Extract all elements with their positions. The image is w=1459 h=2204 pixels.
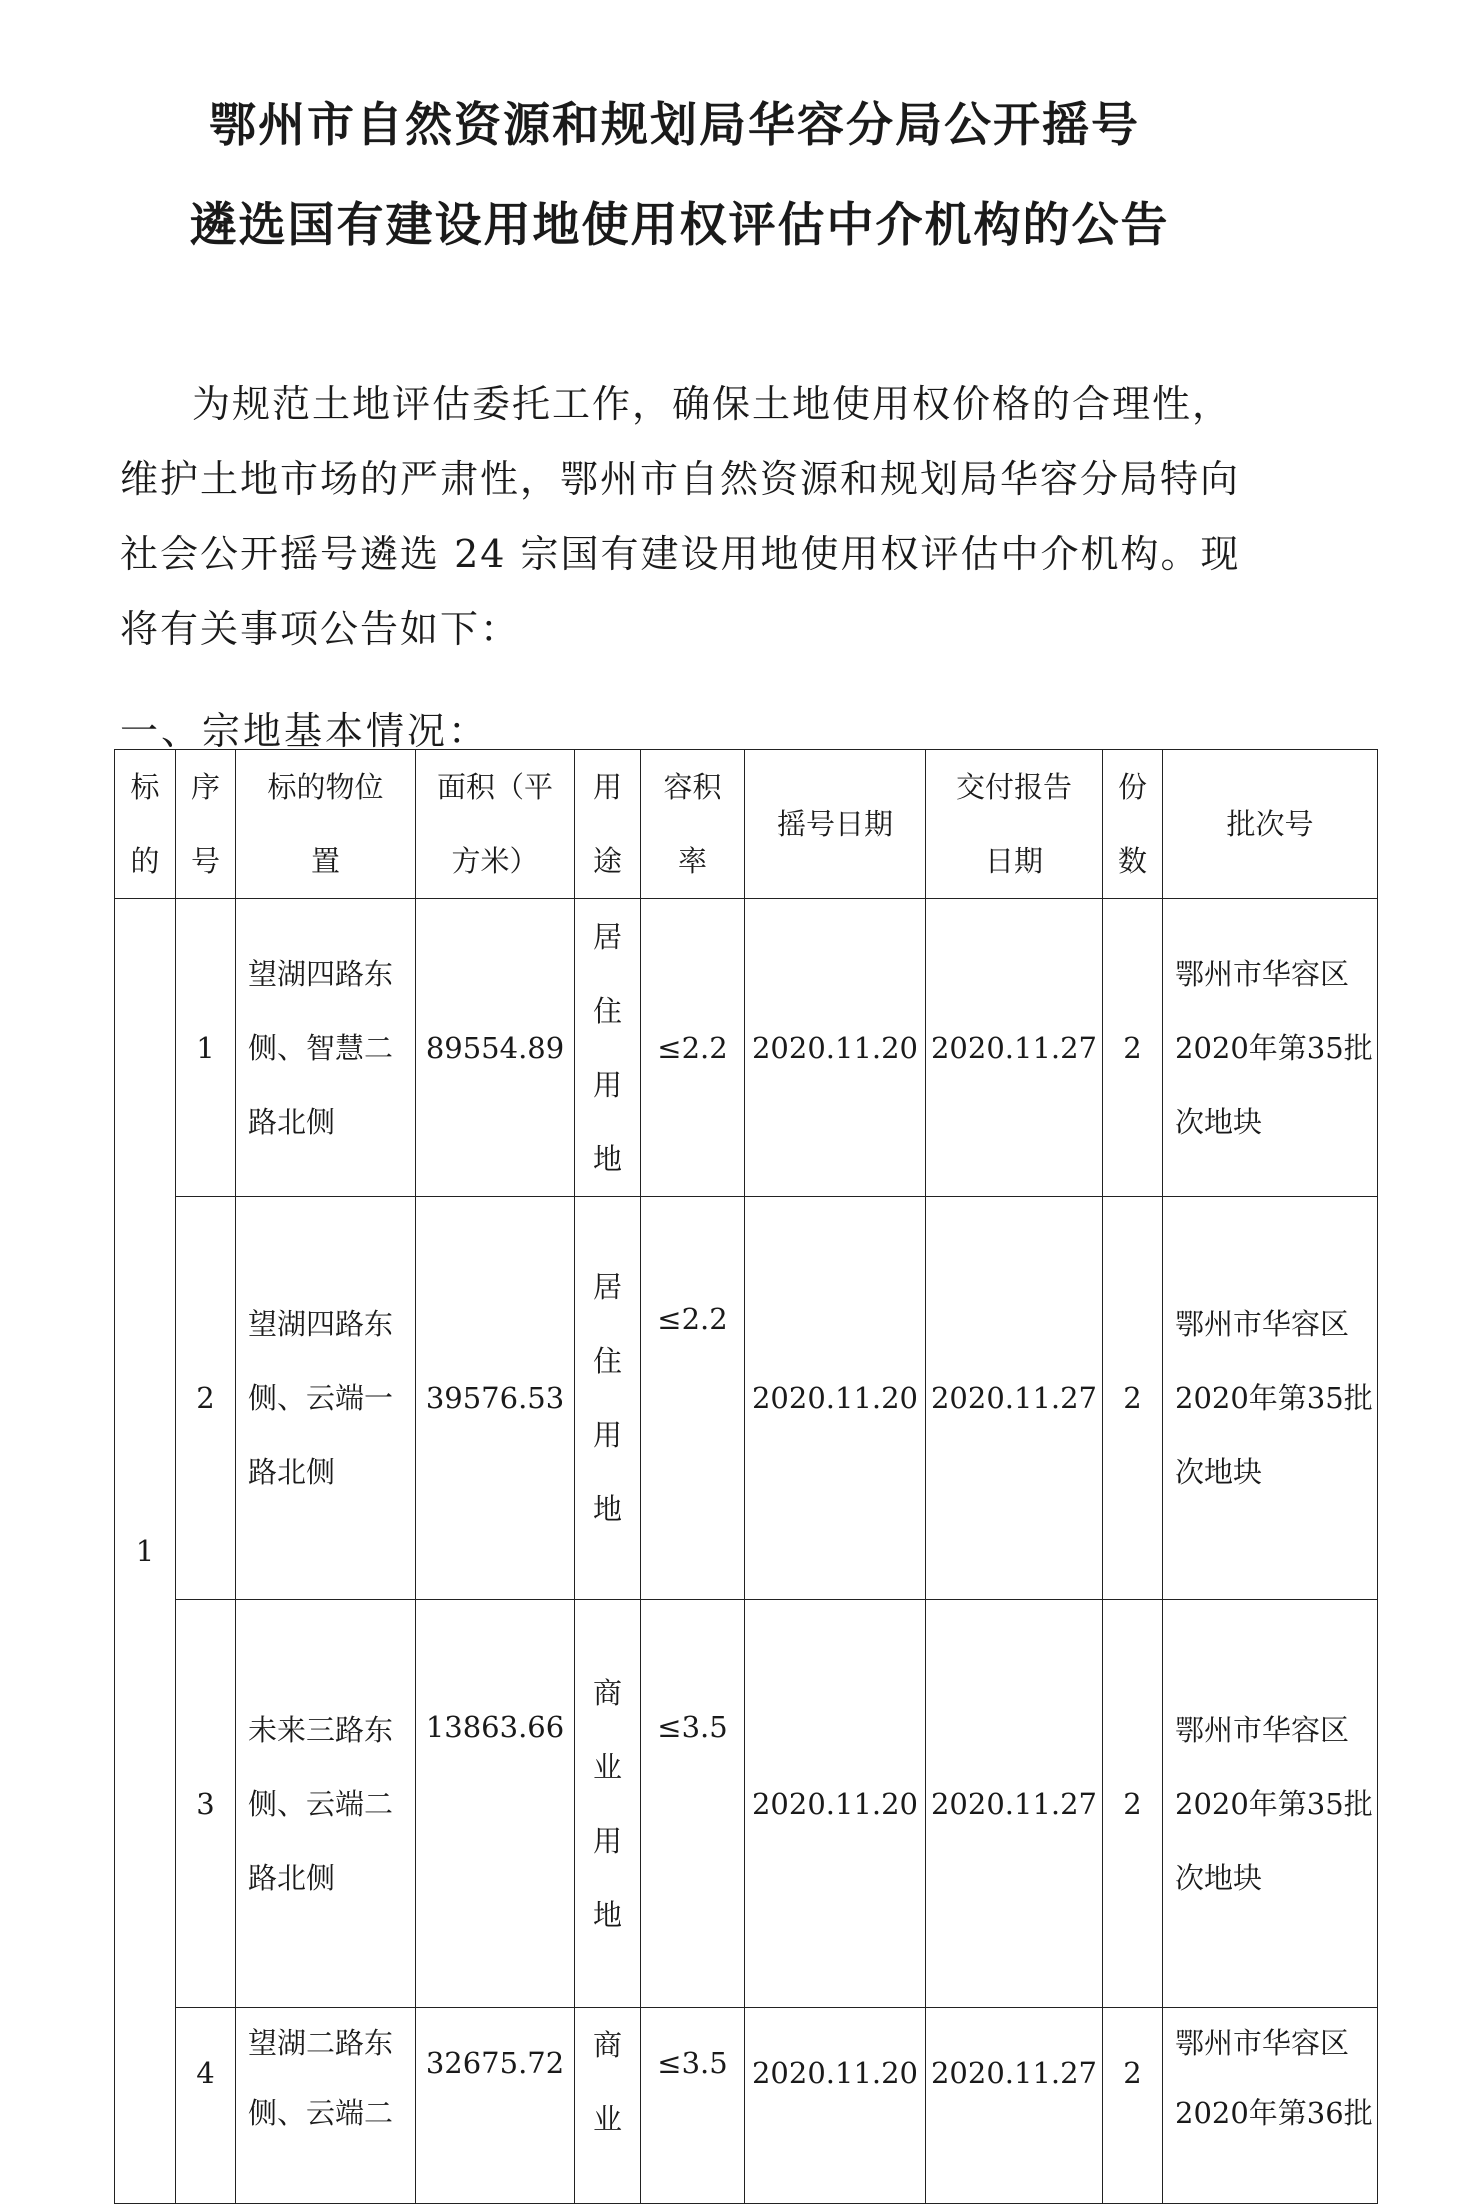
report-date-cell: 2020.11.27	[926, 2008, 1103, 2204]
table-header-row	[115, 750, 1378, 899]
copies-cell: 2	[1103, 899, 1163, 1197]
intro-line-2: 维护土地市场的严肃性，鄂州市自然资源和规划局华容分局特向	[120, 457, 1241, 501]
report-date-cell: 2020.11.27	[926, 899, 1103, 1197]
table-row	[115, 1600, 1378, 2008]
table-row	[115, 1197, 1378, 1600]
header-report-date: 交付报告 日期	[926, 750, 1103, 899]
far-cell: ≤3.5	[641, 1600, 745, 2008]
copies-cell: 2	[1103, 2008, 1163, 2204]
batch-cell: 鄂州市华容区 2020年第36批	[1163, 2008, 1378, 2204]
table-row	[115, 2008, 1378, 2204]
header-area: 面积（平 方米）	[416, 750, 575, 899]
location-cell: 望湖二路东 侧、云端二	[236, 2008, 416, 2204]
usage-cell: 居 住 用 地	[575, 1197, 641, 1600]
seq-cell: 3	[176, 1600, 236, 2008]
intro-line-1: 为规范土地评估委托工作，确保土地使用权价格的合理性，	[192, 382, 1233, 426]
report-date-cell: 2020.11.27	[926, 1600, 1103, 2008]
seq-cell: 2	[176, 1197, 236, 1600]
header-location: 标的物位 置	[236, 750, 416, 899]
seq-cell: 1	[176, 899, 236, 1197]
usage-cell: 商 业 用 地	[575, 1600, 641, 2008]
draw-date-cell: 2020.11.20	[745, 2008, 926, 2204]
header-copies: 份 数	[1103, 750, 1163, 899]
header-lot: 标 的	[115, 750, 176, 899]
lot-number: 1	[115, 899, 176, 2204]
header-far: 容积 率	[641, 750, 745, 899]
area-cell: 32675.72	[416, 2008, 575, 2204]
title-line-1: 鄂州市自然资源和规划局华容分局公开摇号	[209, 98, 1140, 153]
header-draw-date: 摇号日期	[745, 750, 926, 899]
header-usage: 用 途	[575, 750, 641, 899]
draw-date-cell: 2020.11.20	[745, 1197, 926, 1600]
usage-cell: 居 住 用 地	[575, 899, 641, 1197]
intro-line-3: 社会公开摇号遴选 24 宗国有建设用地使用权评估中介机构。现	[120, 532, 1241, 576]
far-cell: ≤2.2	[641, 1197, 745, 1600]
far-cell: ≤2.2	[641, 899, 745, 1197]
table-row	[115, 899, 1378, 1197]
seq-cell: 4	[176, 2008, 236, 2204]
copies-cell: 2	[1103, 1197, 1163, 1600]
far-cell: ≤3.5	[641, 2008, 745, 2204]
title-line-2: 遴选国有建设用地使用权评估中介机构的公告	[189, 198, 1170, 253]
batch-cell: 鄂州市华容区 2020年第35批 次地块	[1163, 1600, 1378, 2008]
header-seq: 序 号	[176, 750, 236, 899]
header-batch: 批次号	[1163, 750, 1378, 899]
intro-line-4: 将有关事项公告如下：	[120, 607, 521, 651]
draw-date-cell: 2020.11.20	[745, 1600, 926, 2008]
usage-cell: 商 业	[575, 2008, 641, 2204]
location-cell: 未来三路东 侧、云端二 路北侧	[236, 1600, 416, 2008]
area-cell: 39576.53	[416, 1197, 575, 1600]
section-heading: 一、宗地基本情况：	[120, 709, 490, 753]
report-date-cell: 2020.11.27	[926, 1197, 1103, 1600]
copies-cell: 2	[1103, 1600, 1163, 2008]
area-cell: 89554.89	[416, 899, 575, 1197]
draw-date-cell: 2020.11.20	[745, 899, 926, 1197]
batch-cell: 鄂州市华容区 2020年第35批 次地块	[1163, 899, 1378, 1197]
area-cell: 13863.66	[416, 1600, 575, 2008]
location-cell: 望湖四路东 侧、云端一 路北侧	[236, 1197, 416, 1600]
batch-cell: 鄂州市华容区 2020年第35批 次地块	[1163, 1197, 1378, 1600]
location-cell: 望湖四路东 侧、智慧二 路北侧	[236, 899, 416, 1197]
parcel-table	[114, 749, 1378, 2204]
